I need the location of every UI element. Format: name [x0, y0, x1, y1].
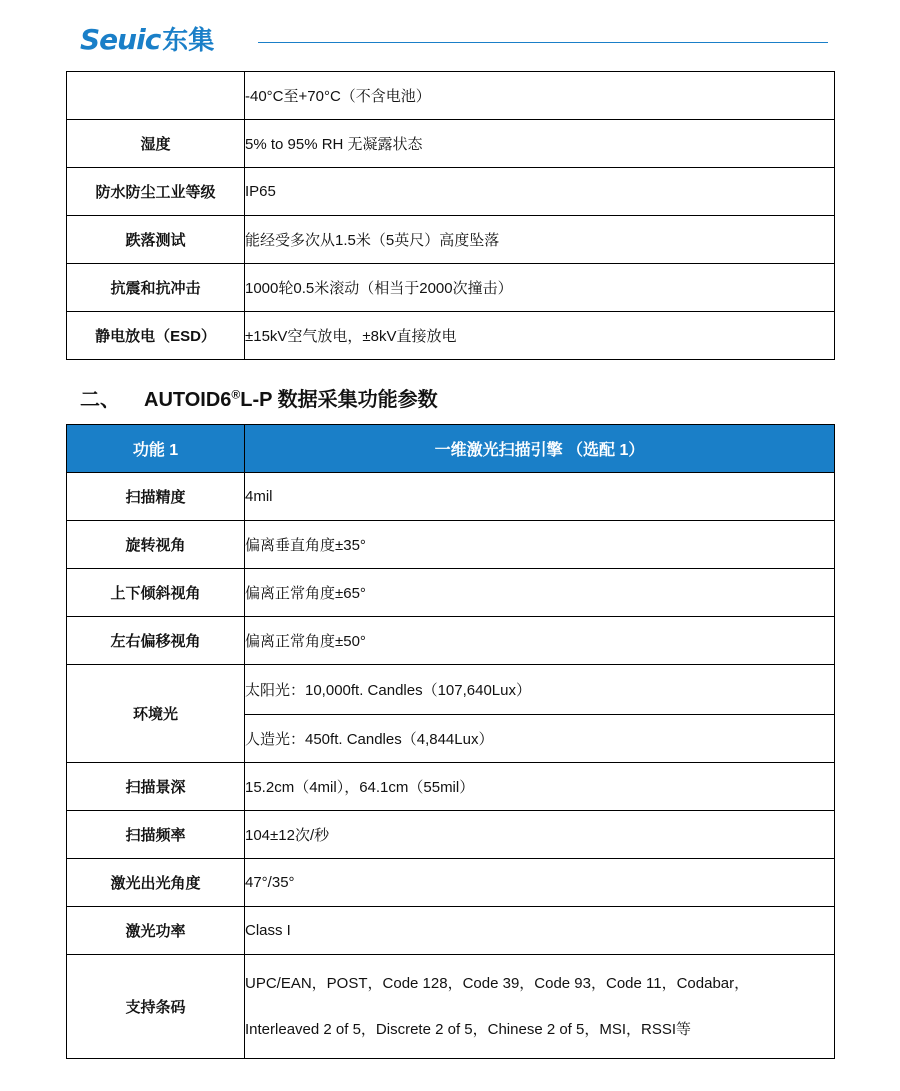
spec-value: -40°C至+70°C（不含电池）	[245, 72, 835, 120]
spec-value: 1000轮0.5米滚动（相当于2000次撞击）	[245, 264, 835, 312]
logo-text-en: Seuic	[80, 23, 161, 56]
table-header-row	[67, 425, 835, 473]
section-title-model: AUTOID6	[144, 389, 232, 411]
spec-value: 104±12次/秒	[245, 811, 835, 859]
spec-value: 能经受多次从1.5米（5英尺）高度坠落	[245, 216, 835, 264]
table-row	[67, 264, 835, 312]
spec-value: ±15kV空气放电，±8kV直接放电	[245, 312, 835, 360]
spec-key: 左右偏移视角	[67, 617, 245, 665]
spec-value: 5% to 95% RH 无凝露状态	[245, 120, 835, 168]
spec-value: 偏离垂直角度±35°	[245, 521, 835, 569]
spec-value: Class I	[245, 907, 835, 955]
scan-spec-table	[66, 424, 835, 1059]
barcode-list-line: Interleaved 2 of 5，Discrete 2 of 5，Chinese 2 of 5，MSI，RSSI等	[245, 1020, 692, 1038]
table-row	[67, 120, 835, 168]
seuic-logo	[80, 20, 214, 57]
spec-value: 47°/35°	[245, 859, 835, 907]
spec-value: 太阳光：10,000ft. Candles（107,640Lux）	[245, 665, 835, 715]
spec-value: 偏离正常角度±65°	[245, 569, 835, 617]
spec-key: 静电放电（ESD）	[67, 312, 245, 360]
spec-key: 旋转视角	[67, 521, 245, 569]
table-row	[67, 811, 835, 859]
spec-key: 跌落测试	[67, 216, 245, 264]
registered-mark: ®	[231, 387, 241, 402]
spec-key: 抗震和抗冲击	[67, 264, 245, 312]
table-row	[67, 168, 835, 216]
logo-text-cn: 东集	[162, 26, 215, 56]
table-row	[67, 859, 835, 907]
spec-key: 激光功率	[67, 907, 245, 955]
table-row	[67, 569, 835, 617]
spec-value: 偏离正常角度±50°	[245, 617, 835, 665]
section-title	[80, 383, 438, 412]
section-title-rest: L-P 数据采集功能参数	[240, 389, 438, 411]
header-value: 一维激光扫描引擎 （选配 1）	[245, 425, 835, 473]
environment-spec-table	[66, 71, 835, 360]
page-header	[0, 0, 900, 60]
table-row	[67, 473, 835, 521]
spec-key	[67, 72, 245, 120]
spec-value	[245, 955, 835, 1059]
table-row	[67, 665, 835, 715]
spec-key: 扫描频率	[67, 811, 245, 859]
spec-key: 扫描景深	[67, 763, 245, 811]
table-row	[67, 617, 835, 665]
spec-value: 15.2cm（4mil），64.1cm（55mil）	[245, 763, 835, 811]
spec-key: 湿度	[67, 120, 245, 168]
barcode-list-line: UPC/EAN，POST，Code 128，Code 39，Code 93，Code 11，Codabar，	[245, 974, 750, 992]
table-row	[67, 763, 835, 811]
table-row	[67, 907, 835, 955]
spec-key: 上下倾斜视角	[67, 569, 245, 617]
spec-key: 激光出光角度	[67, 859, 245, 907]
spec-value: 4mil	[245, 473, 835, 521]
section-number: 二、	[80, 389, 120, 411]
spec-key: 防水防尘工业等级	[67, 168, 245, 216]
header-divider	[258, 42, 828, 43]
table-row	[67, 312, 835, 360]
header-key: 功能 1	[67, 425, 245, 473]
spec-key: 扫描精度	[67, 473, 245, 521]
table-row	[67, 955, 835, 1059]
table-row	[67, 72, 835, 120]
spec-key: 支持条码	[67, 955, 245, 1059]
spec-value: 人造光：450ft. Candles（4,844Lux）	[245, 715, 835, 763]
spec-key: 环境光	[67, 665, 245, 763]
table-row	[67, 521, 835, 569]
table-row	[67, 216, 835, 264]
spec-value: IP65	[245, 168, 835, 216]
